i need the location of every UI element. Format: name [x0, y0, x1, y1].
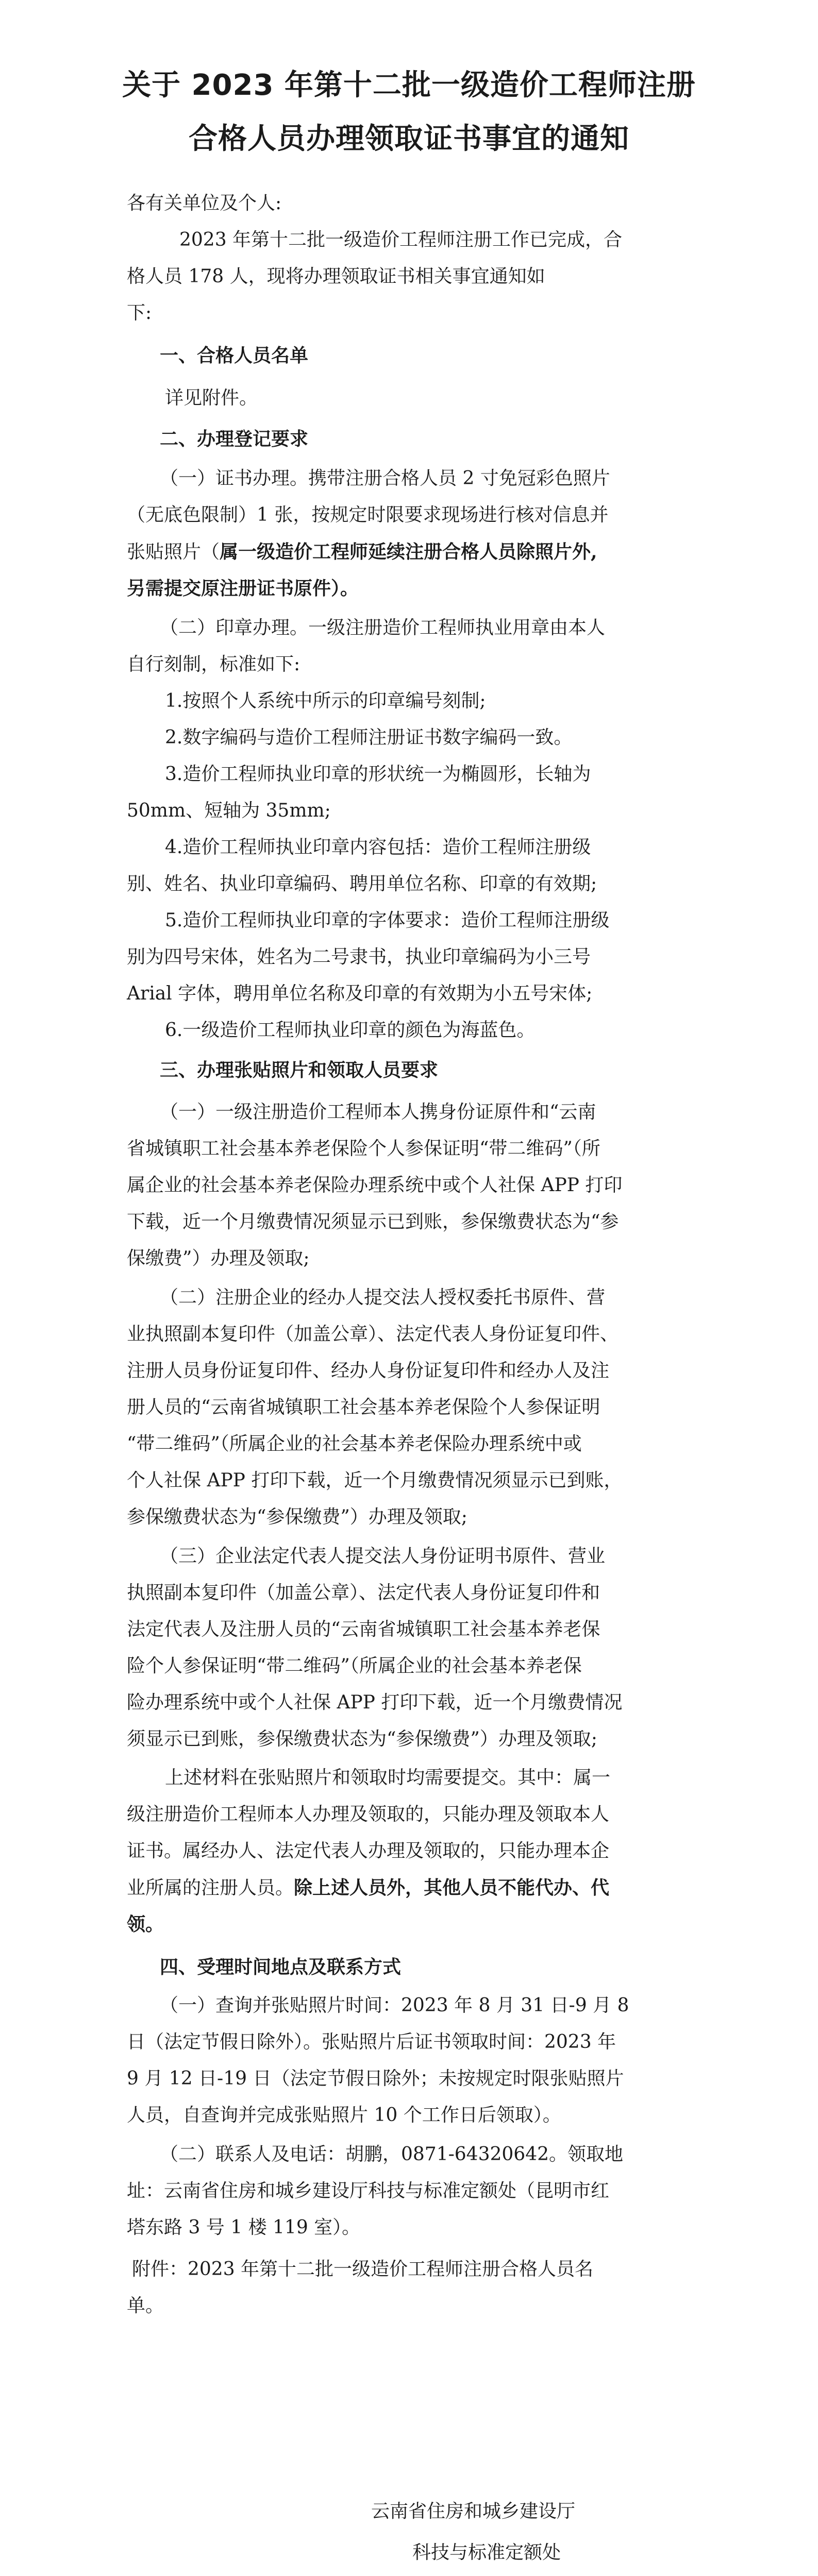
paragraph-line: （二）印章办理。一级注册造价工程师执业用章由本人 [160, 617, 606, 638]
list-item: 4.造价工程师执业印章内容包括：造价工程师注册级 [165, 837, 591, 858]
list-item: 别、姓名、执业印章编码、聘用单位名称、印章的有效期; [127, 873, 597, 894]
paragraph-line: 日（法定节假日除外）。张贴照片后证书领取时间：2023 年 [127, 2031, 616, 2053]
intro-line: 格人员 178 人，现将办理领取证书相关事宜通知如 [127, 266, 545, 287]
paragraph-line: 册人员的“云南省城镇职工社会基本养老保险个人参保证明 [127, 1397, 600, 1418]
paragraph-line: （二）注册企业的经办人提交法人授权委托书原件、营 [160, 1287, 606, 1308]
list-item: 1.按照个人系统中所示的印章编号刻制; [165, 690, 486, 711]
paragraph-line: 下载，近一个月缴费情况须显示已到账，参保缴费状态为“参 [127, 1211, 619, 1232]
paragraph-segment: 业所属的注册人员。 [127, 1877, 294, 1899]
paragraph-line: 人员，自查询并完成张贴照片 10 个工作日后领取）。 [127, 2105, 561, 2126]
paragraph-segment: 张贴照片（ [127, 541, 220, 563]
section-heading-2: 二、办理登记要求 [160, 429, 309, 450]
section-heading-4: 四、受理时间地点及联系方式 [160, 1957, 402, 1978]
paragraph-line: 址：云南省住房和城乡建设厅科技与标准定额处（昆明市红 [127, 2180, 610, 2201]
intro-line: 下: [127, 302, 152, 324]
paragraph-line: 注册人员身份证复印件、经办人身份证复印件和经办人及注 [127, 1360, 610, 1381]
list-item: Arial 字体，聘用单位名称及印章的有效期为小五号宋体; [127, 983, 593, 1004]
paragraph-line: 参保缴费状态为“参保缴费”）办理及领取; [127, 1506, 468, 1528]
notice-title-line2: 合格人员办理领取证书事宜的通知 [189, 122, 629, 156]
salutation: 各有关单位及个人: [127, 193, 282, 214]
section-text: 详见附件。 [165, 387, 258, 409]
intro-line: 2023 年第十二批一级造价工程师注册工作已完成，合 [179, 229, 623, 250]
list-item: 5.造价工程师执业印章的字体要求：造价工程师注册级 [165, 910, 610, 931]
paragraph-line [127, 1876, 609, 1900]
paragraph-line: （一）一级注册造价工程师本人携身份证原件和“云南 [160, 1101, 596, 1123]
list-item: 6.一级造价工程师执业印章的颜色为海蓝色。 [165, 1020, 536, 1041]
list-item: 50mm、短轴为 35mm; [127, 800, 331, 821]
list-item: 别为四号宋体，姓名为二号隶书，执业印章编码为小三号 [127, 946, 591, 968]
section-heading-3: 三、办理张贴照片和领取人员要求 [160, 1060, 439, 1081]
paragraph-line: 9 月 12 日-19 日（法定节假日除外；未按规定时限张贴照片 [127, 2068, 624, 2089]
bold-notice-segment: 属一级造价工程师延续注册合格人员除照片外, [220, 541, 597, 563]
list-item: 2.数字编码与造价工程师注册证书数字编码一致。 [165, 727, 573, 748]
attachment-line: 单。 [127, 2295, 164, 2316]
paragraph-line: 须显示已到账，参保缴费状态为“参保缴费”）办理及领取; [127, 1728, 597, 1750]
paragraph-line: 法定代表人及注册人员的“云南省城镇职工社会基本养老保 [127, 1619, 600, 1640]
paragraph-line: 省城镇职工社会基本养老保险个人参保证明“带二维码”（所 [127, 1138, 600, 1159]
paragraph-line: 险个人参保证明“带二维码”（所属企业的社会基本养老保 [127, 1655, 582, 1676]
notice-title-line1: 关于 2023 年第十二批一级造价工程师注册 [122, 69, 696, 102]
attachment-line: 附件：2023 年第十二批一级造价工程师注册合格人员名 [132, 2259, 594, 2280]
bold-notice-line: 另需提交原注册证书原件）。 [127, 578, 359, 599]
paragraph-line [127, 540, 597, 564]
paragraph-line: （无底色限制）1 张，按规定时限要求现场进行核对信息并 [127, 504, 609, 526]
paragraph-line: 业执照副本复印件（加盖公章）、法定代表人身份证复印件、 [127, 1324, 619, 1345]
paragraph-line: 保缴费”）办理及领取; [127, 1248, 310, 1269]
paragraph-line: （二）联系人及电话：胡鹏，0871-64320642。领取地 [160, 2144, 624, 2165]
paragraph-line: “带二维码”（所属企业的社会基本养老保险办理系统中或 [127, 1433, 582, 1454]
paragraph-line: 塔东路 3 号 1 楼 119 室）。 [127, 2217, 361, 2238]
paragraph-line: （一）查询并张贴照片时间：2023 年 8 月 31 日-9 月 8 [160, 1995, 629, 2016]
paragraph-line: （一）证书办理。携带注册合格人员 2 寸免冠彩色照片 [160, 468, 610, 489]
paragraph-line: 上述材料在张贴照片和领取时均需要提交。其中：属一 [165, 1767, 611, 1788]
paragraph-line: 险办理系统中或个人社保 APP 打印下载，近一个月缴费情况 [127, 1692, 623, 1713]
paragraph-line: 个人社保 APP 打印下载，近一个月缴费情况须显示已到账， [127, 1470, 623, 1491]
list-item: 3.造价工程师执业印章的形状统一为椭圆形，长轴为 [165, 764, 591, 785]
paragraph-line: 属企业的社会基本养老保险办理系统中或个人社保 APP 打印 [127, 1175, 623, 1196]
signature-department: 科技与标准定额处 [412, 2542, 561, 2563]
paragraph-line: 级注册造价工程师本人办理及领取的，只能办理及领取本人 [127, 1804, 610, 1825]
bold-notice-line: 领。 [127, 1913, 164, 1935]
paragraph-line: 证书。属经办人、法定代表人办理及领取的，只能办理本企 [127, 1840, 610, 1861]
signature-organization: 云南省住房和城乡建设厅 [371, 2501, 576, 2522]
paragraph-line: （三）企业法定代表人提交法人身份证明书原件、营业 [160, 1546, 606, 1567]
bold-notice-segment: 除上述人员外，其他人员不能代办、代 [294, 1877, 610, 1899]
paragraph-line: 自行刻制，标准如下: [127, 654, 301, 675]
section-heading-1: 一、合格人员名单 [160, 345, 309, 366]
paragraph-line: 执照副本复印件（加盖公章）、法定代表人身份证复印件和 [127, 1582, 600, 1603]
